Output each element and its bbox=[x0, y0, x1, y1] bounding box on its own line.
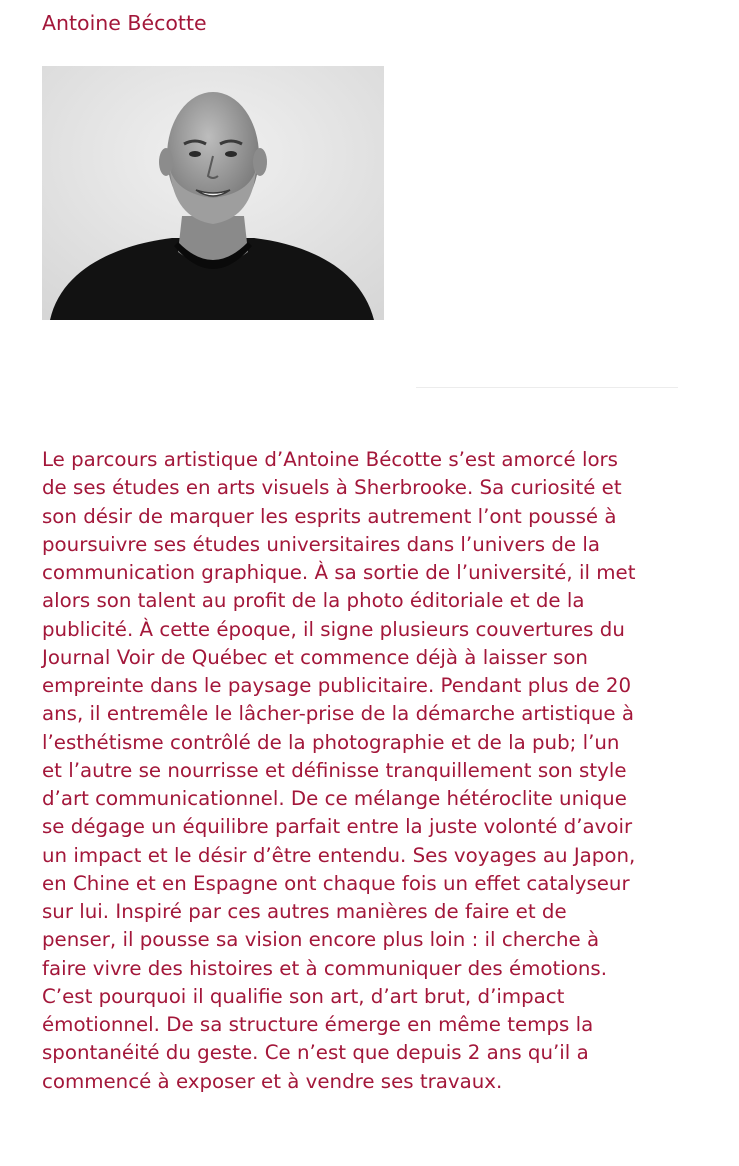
bio-line: C’est pourquoi il qualifie son art, d’art brut, d’impact bbox=[42, 984, 565, 1008]
bio-line: Le parcours artistique d’Antoine Bécotte s’est amorcé lors bbox=[42, 448, 618, 471]
bio-line: communication graphique. À sa sortie de l’université, il met bbox=[42, 561, 636, 584]
bio-line: penser, il pousse sa vision encore plus loin : il cherche à bbox=[42, 928, 600, 952]
bio-line: émotionnel. De sa structure émerge en même temps la bbox=[42, 1013, 594, 1036]
bio-line: son désir de marquer les esprits autrement l’ont poussé à bbox=[42, 504, 617, 528]
bio-line: se dégage un équilibre parfait entre la juste volonté d’avoir bbox=[42, 815, 633, 839]
bio-line: un impact et le désir d’être entendu. Ses voyages au Japon, bbox=[42, 843, 636, 867]
bio-line: en Chine et en Espagne ont chaque fois un effet catalyseur bbox=[42, 871, 630, 895]
bio-line: Journal Voir de Québec et commence déjà à laisser son bbox=[42, 645, 588, 669]
bio-line: et l’autre se nourrisse et définisse tranquillement son style bbox=[42, 758, 627, 782]
bio-line: spontanéité du geste. Ce n’est que depuis 2 ans qu’il a bbox=[42, 1041, 589, 1065]
artist-name: Antoine Bécotte bbox=[42, 11, 207, 35]
bio-line: l’esthétisme contrôlé de la photographie et de la pub; l’un bbox=[42, 730, 620, 754]
bio-line: publicité. À cette époque, il signe plusieurs couvertures du bbox=[42, 617, 625, 641]
bio-line: poursuivre ses études universitaires dans l’univers de la bbox=[42, 532, 600, 556]
bio-line: commencé à exposer et à vendre ses travaux. bbox=[42, 1069, 503, 1093]
bio-line: de ses études en arts visuels à Sherbrooke. Sa curiosité et bbox=[42, 476, 622, 500]
bio-line: faire vivre des histoires et à communiquer des émotions. bbox=[42, 956, 608, 980]
artist-photo bbox=[42, 66, 384, 320]
bio-line: d’art communicationnel. De ce mélange hétéroclite unique bbox=[42, 787, 627, 810]
artist-biography bbox=[42, 446, 702, 1096]
bio-line: sur lui. Inspiré par ces autres manières de faire et de bbox=[42, 900, 567, 923]
bio-line: empreinte dans le paysage publicitaire. Pendant plus de 20 bbox=[42, 674, 632, 697]
section-divider bbox=[416, 387, 678, 388]
portrait-photo-icon bbox=[42, 66, 384, 320]
bio-line: ans, il entremêle le lâcher-prise de la démarche artistique à bbox=[42, 702, 634, 726]
bio-line: alors son talent au profit de la photo éditoriale et de la bbox=[42, 589, 585, 613]
